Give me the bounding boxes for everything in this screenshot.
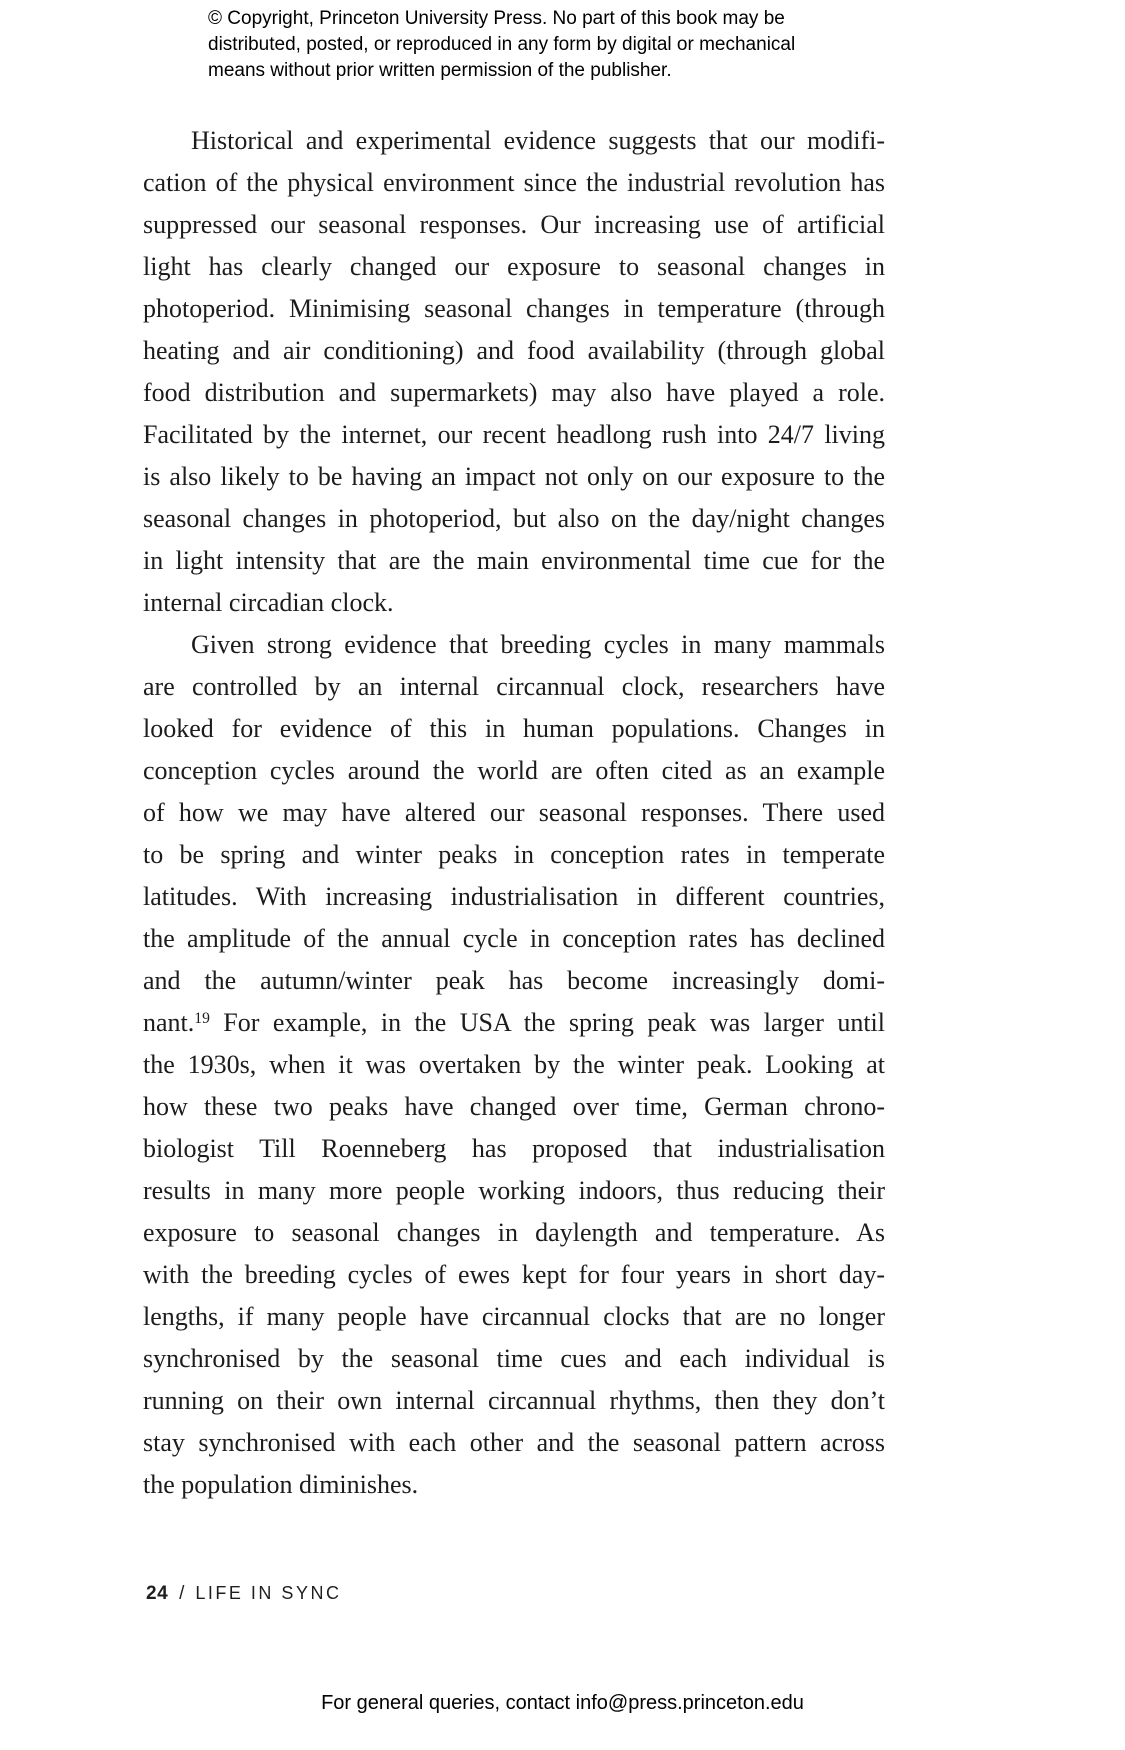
text-line: food distribution and supermarkets) may also have played a role. bbox=[143, 378, 885, 407]
text-line: Historical and experimental evidence suggests that our modifi- bbox=[191, 126, 885, 155]
book-title: LIFE IN SYNC bbox=[195, 1583, 342, 1603]
text-line: and the autumn/winter peak has become increasingly domi- bbox=[143, 966, 885, 995]
paragraph bbox=[143, 120, 885, 624]
text-line: the amplitude of the annual cycle in conception rates has declined bbox=[143, 924, 885, 953]
text-line: is also likely to be having an impact not only on our exposure to the bbox=[143, 462, 885, 491]
query-notice: For general queries, contact info@press.princeton.edu bbox=[321, 1692, 804, 1714]
text-line: conception cycles around the world are often cited as an example bbox=[143, 756, 885, 785]
text-line: stay synchronised with each other and the seasonal pattern across bbox=[143, 1428, 885, 1457]
text-line: Facilitated by the internet, our recent headlong rush into 24/7 living bbox=[143, 420, 885, 449]
text-line: of how we may have altered our seasonal responses. There used bbox=[143, 798, 885, 827]
text-line: internal circadian clock. bbox=[143, 588, 394, 617]
copyright-line: © Copyright, Princeton University Press. No part of this book may be bbox=[208, 8, 785, 29]
text-line: photoperiod. Minimising seasonal changes in temperature (through bbox=[143, 294, 885, 323]
text-line: with the breeding cycles of ewes kept for four years in short day- bbox=[143, 1260, 885, 1289]
text-line: biologist Till Roenneberg has proposed that industrialisation bbox=[143, 1134, 885, 1163]
running-footer bbox=[146, 1583, 341, 1605]
text-line: results in many more people working indoors, thus reducing their bbox=[143, 1176, 885, 1205]
text-line: heating and air conditioning) and food availability (through global bbox=[143, 336, 885, 365]
footnote-reference: 19 bbox=[194, 1010, 210, 1028]
text-line: looked for evidence of this in human populations. Changes in bbox=[143, 714, 885, 743]
text-line: the population diminishes. bbox=[143, 1470, 419, 1499]
text-line: synchronised by the seasonal time cues and each individual is bbox=[143, 1344, 885, 1373]
footer-separator: / bbox=[179, 1583, 185, 1604]
body-text bbox=[143, 120, 885, 1506]
text-line: seasonal changes in photoperiod, but also on the day/night changes bbox=[143, 504, 885, 533]
text-line: the 1930s, when it was overtaken by the winter peak. Looking at bbox=[143, 1050, 885, 1079]
text-line: to be spring and winter peaks in conception rates in temperate bbox=[143, 840, 885, 869]
text-line: suppressed our seasonal responses. Our increasing use of artificial bbox=[143, 210, 885, 239]
text-line: in light intensity that are the main environmental time cue for the bbox=[143, 546, 885, 575]
copyright-line: means without prior written permission of the publisher. bbox=[208, 60, 672, 81]
text-line: are controlled by an internal circannual clock, researchers have bbox=[143, 672, 885, 701]
text-line: lengths, if many people have circannual clocks that are no longer bbox=[143, 1302, 885, 1331]
text-line: how these two peaks have changed over time, German chrono- bbox=[143, 1092, 885, 1121]
page-number: 24 bbox=[146, 1583, 169, 1604]
text-line: cation of the physical environment since the industrial revolution has bbox=[143, 168, 885, 197]
copyright-line: distributed, posted, or reproduced in any form by digital or mechanical bbox=[208, 34, 796, 55]
text-line: light has clearly changed our exposure to seasonal changes in bbox=[143, 252, 885, 281]
text-line: exposure to seasonal changes in daylength and temperature. As bbox=[143, 1218, 885, 1247]
text-line: Given strong evidence that breeding cycles in many mammals bbox=[191, 630, 885, 659]
copyright-notice bbox=[208, 6, 795, 84]
text-line bbox=[143, 1002, 885, 1044]
paragraph bbox=[143, 624, 885, 1506]
text-segment: For example, in the USA the spring peak was larger until bbox=[209, 1008, 885, 1037]
text-line: running on their own internal circannual rhythms, then they don’t bbox=[143, 1386, 885, 1415]
text-line: latitudes. With increasing industrialisation in different countries, bbox=[143, 882, 885, 911]
text-segment: nant. bbox=[143, 1008, 195, 1037]
